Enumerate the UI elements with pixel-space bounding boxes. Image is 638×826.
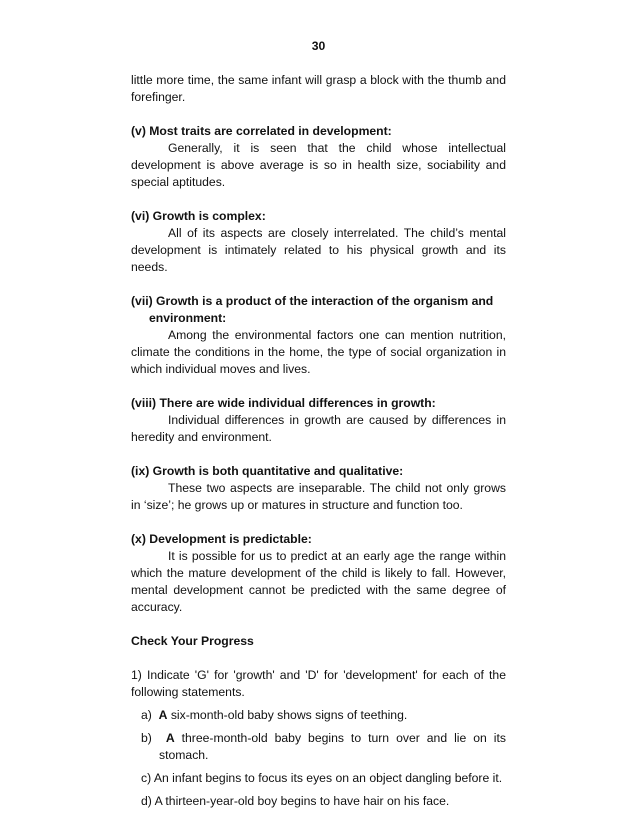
section-body: Generally, it is seen that the child whose intellectual development is above average is so in health size, sociability and special aptitudes. — [131, 141, 506, 189]
statement-text: six-month-old baby shows signs of teething. — [170, 708, 408, 722]
check-progress-title: Check Your Progress — [131, 634, 254, 648]
statement-item — [131, 793, 506, 810]
section-body: Among the environmental factors one can mention nutrition, climate the conditions in the home, the type of social organization in which individual moves and lives. — [131, 328, 506, 376]
statement-lead: A — [158, 708, 168, 722]
statement-list — [131, 707, 506, 810]
section-heading: (viii) There are wide individual differences in growth: — [131, 396, 436, 410]
statement-lead: A — [165, 731, 175, 745]
section-heading: (vi) Growth is complex: — [131, 209, 266, 223]
section-heading: (v) Most traits are correlated in development: — [131, 124, 392, 138]
section-body: These two aspects are inseparable. The child not only grows in ‘size’; he grows up or matures in structure and function too. — [131, 481, 506, 512]
section-body: All of its aspects are closely interrelated. The child’s mental development is intimately related to his physical growth and its needs. — [131, 226, 506, 274]
section-heading: (ix) Growth is both quantitative and qualitative: — [131, 464, 404, 478]
section-viii — [131, 395, 506, 446]
section-body: Individual differences in growth are caused by differences in heredity and environment. — [131, 413, 506, 444]
statement-text: A thirteen-year-old boy begins to have hair on his face. — [154, 794, 450, 808]
section-x — [131, 531, 506, 616]
statement-text: An infant begins to focus its eyes on an object dangling before it. — [153, 771, 503, 785]
check-progress-question: 1) Indicate 'G' for 'growth' and 'D' for 'development' for each of the following statements. — [131, 668, 506, 699]
check-your-progress — [131, 633, 506, 810]
statement-item — [131, 707, 506, 724]
statement-label: b) — [141, 731, 152, 745]
section-body: It is possible for us to predict at an early age the range within which the mature development of the child is likely to fall. However, mental development cannot be predicted with the same degree of accuracy. — [131, 549, 506, 614]
document-page — [131, 38, 506, 810]
section-heading: (vii) Growth is a product of the interaction of the organism and environment: — [131, 294, 494, 325]
statement-label: c) — [141, 771, 152, 785]
statement-label: a) — [141, 708, 152, 722]
section-heading: (x) Development is predictable: — [131, 532, 312, 546]
section-vi — [131, 208, 506, 276]
intro-paragraph: little more time, the same infant will grasp a block with the thumb and forefinger. — [131, 73, 506, 104]
page-number: 30 — [311, 39, 326, 53]
statement-item — [131, 730, 506, 764]
statement-text: three-month-old baby begins to turn over and lie on its stomach. — [159, 731, 506, 762]
section-v — [131, 123, 506, 191]
section-vii — [131, 293, 506, 378]
section-ix — [131, 463, 506, 514]
statement-item — [131, 770, 506, 787]
statement-label: d) — [141, 794, 152, 808]
